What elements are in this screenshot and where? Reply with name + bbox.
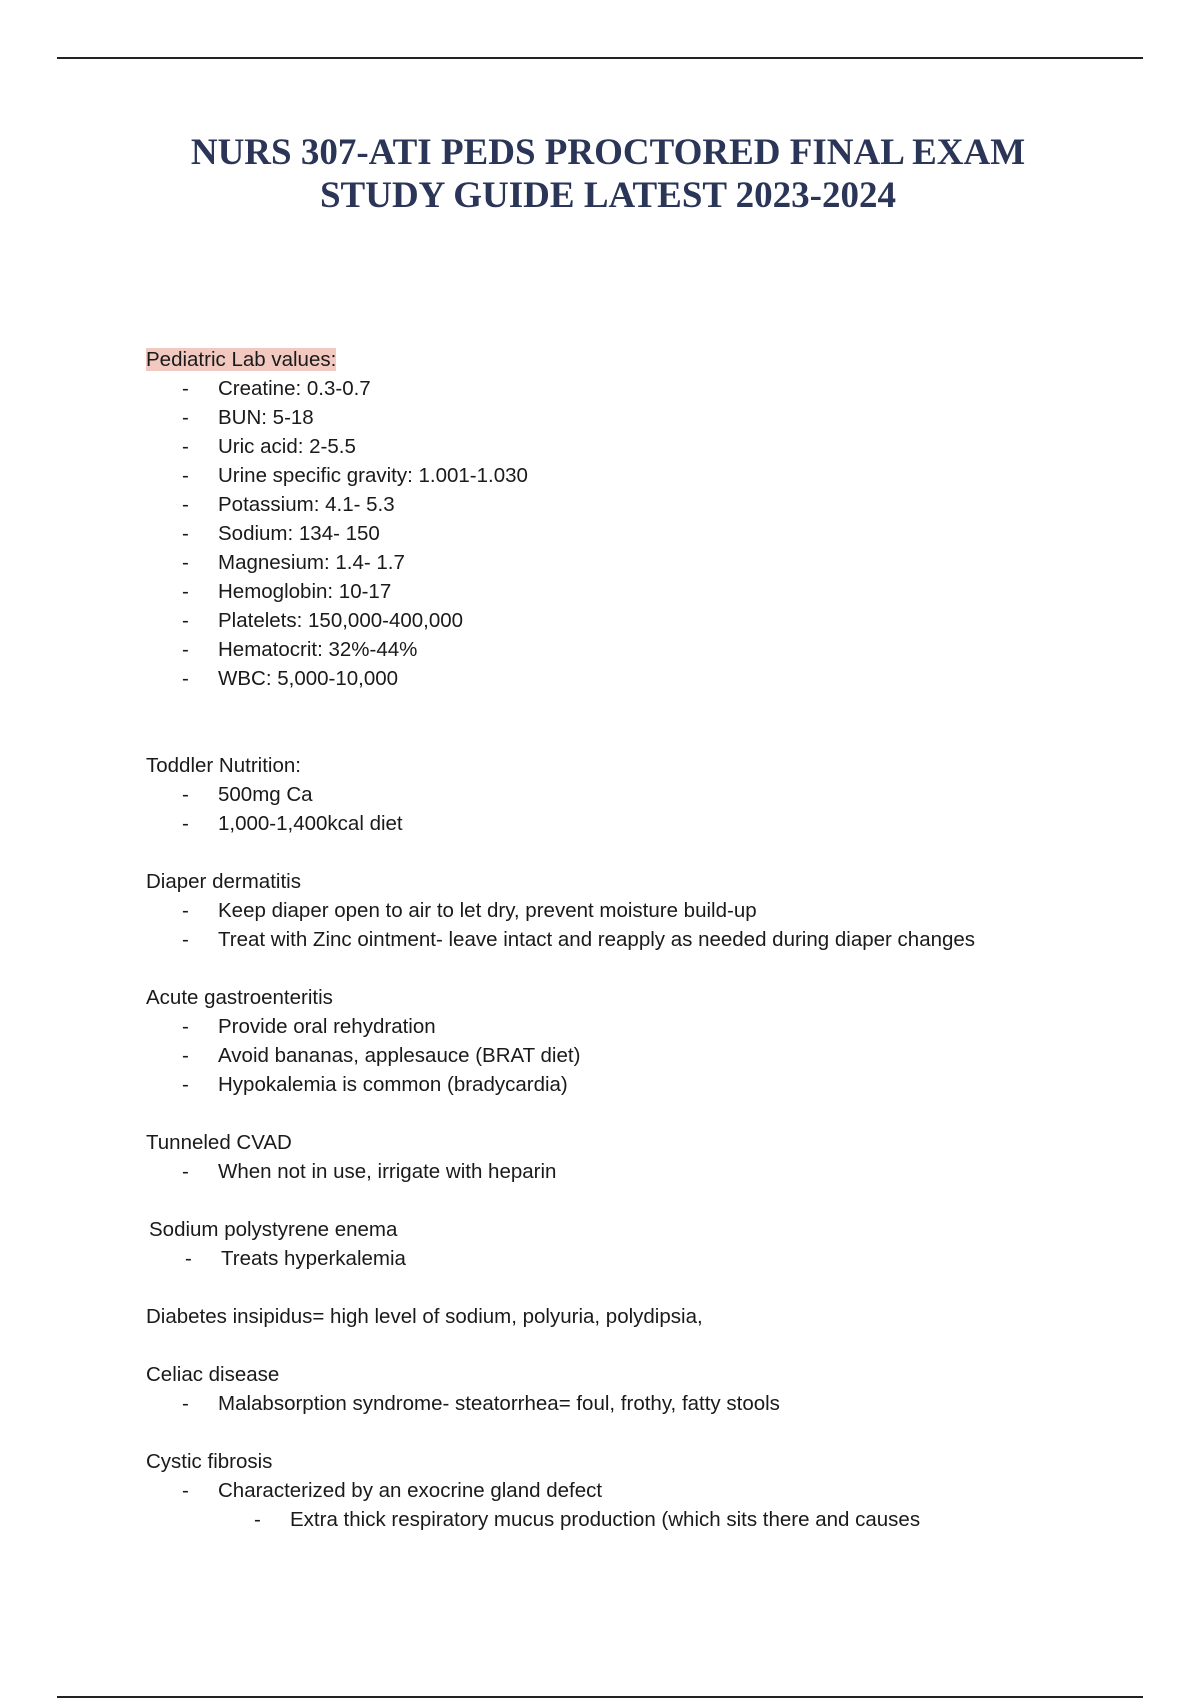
diabetes-insipidus-text: Diabetes insipidus= high level of sodium, polyuria, polydipsia,	[146, 1305, 703, 1328]
list-item: - Avoid bananas, applesauce (BRAT diet)	[182, 1044, 581, 1067]
list-item: - Creatine: 0.3-0.7	[182, 377, 371, 400]
list-item: - Uric acid: 2-5.5	[182, 435, 356, 458]
section-diaper-dermatitis	[146, 867, 1146, 954]
list-item: - Treat with Zinc ointment- leave intact and reapply as needed during diaper changes	[182, 928, 976, 951]
page-title	[0, 131, 1200, 217]
section-sodium-polystyrene	[146, 1215, 1146, 1273]
document-body	[146, 345, 1146, 1534]
list-item: - Urine specific gravity: 1.001-1.030	[182, 464, 528, 487]
list-item: - WBC: 5,000-10,000	[182, 667, 399, 690]
section-heading-tunneled-cvad: Tunneled CVAD	[146, 1131, 292, 1154]
section-heading-sodium-polystyrene: Sodium polystyrene enema	[149, 1218, 398, 1241]
section-heading-lab-values: Pediatric Lab values:	[146, 348, 337, 371]
list-item: - When not in use, irrigate with heparin	[182, 1160, 557, 1183]
section-toddler-nutrition	[146, 751, 1146, 838]
section-lab-values	[146, 345, 1146, 693]
list-item: - Potassium: 4.1- 5.3	[182, 493, 395, 516]
title-line-2: STUDY GUIDE LATEST 2023-2024	[319, 175, 896, 216]
list-item: - Provide oral rehydration	[182, 1015, 436, 1038]
section-heading-celiac-disease: Celiac disease	[146, 1363, 280, 1386]
list-item: - Sodium: 134- 150	[182, 522, 380, 545]
list-item: - 1,000-1,400kcal diet	[182, 812, 403, 835]
list-item: - 500mg Ca	[182, 783, 313, 806]
section-celiac-disease	[146, 1360, 1146, 1418]
list-item: - Characterized by an exocrine gland defect	[182, 1479, 603, 1502]
list-item: - Hemoglobin: 10-17	[182, 580, 392, 603]
list-item: - Magnesium: 1.4- 1.7	[182, 551, 405, 574]
title-line-1: NURS 307-ATI PEDS PROCTORED FINAL EXAM	[190, 132, 1026, 173]
list-item: - Platelets: 150,000-400,000	[182, 609, 464, 632]
list-item: - Keep diaper open to air to let dry, prevent moisture build-up	[182, 899, 757, 922]
section-cystic-fibrosis	[146, 1447, 1146, 1534]
list-item: - BUN: 5-18	[182, 406, 314, 429]
list-subitem: - Extra thick respiratory mucus production (which sits there and causes	[254, 1508, 921, 1531]
section-heading-cystic-fibrosis: Cystic fibrosis	[146, 1450, 273, 1473]
list-item: - Hypokalemia is common (bradycardia)	[182, 1073, 568, 1096]
section-heading-toddler-nutrition: Toddler Nutrition:	[146, 754, 301, 777]
bottom-rule	[57, 1696, 1143, 1698]
section-acute-gastroenteritis	[146, 983, 1146, 1099]
list-item: - Treats hyperkalemia	[185, 1247, 406, 1270]
section-diabetes-insipidus	[146, 1302, 1146, 1331]
top-rule	[57, 57, 1143, 59]
list-item: - Malabsorption syndrome- steatorrhea= foul, frothy, fatty stools	[182, 1392, 780, 1415]
section-heading-diaper-dermatitis: Diaper dermatitis	[146, 870, 301, 893]
list-item: - Hematocrit: 32%-44%	[182, 638, 418, 661]
section-tunneled-cvad	[146, 1128, 1146, 1186]
section-heading-acute-gastroenteritis: Acute gastroenteritis	[146, 986, 333, 1009]
